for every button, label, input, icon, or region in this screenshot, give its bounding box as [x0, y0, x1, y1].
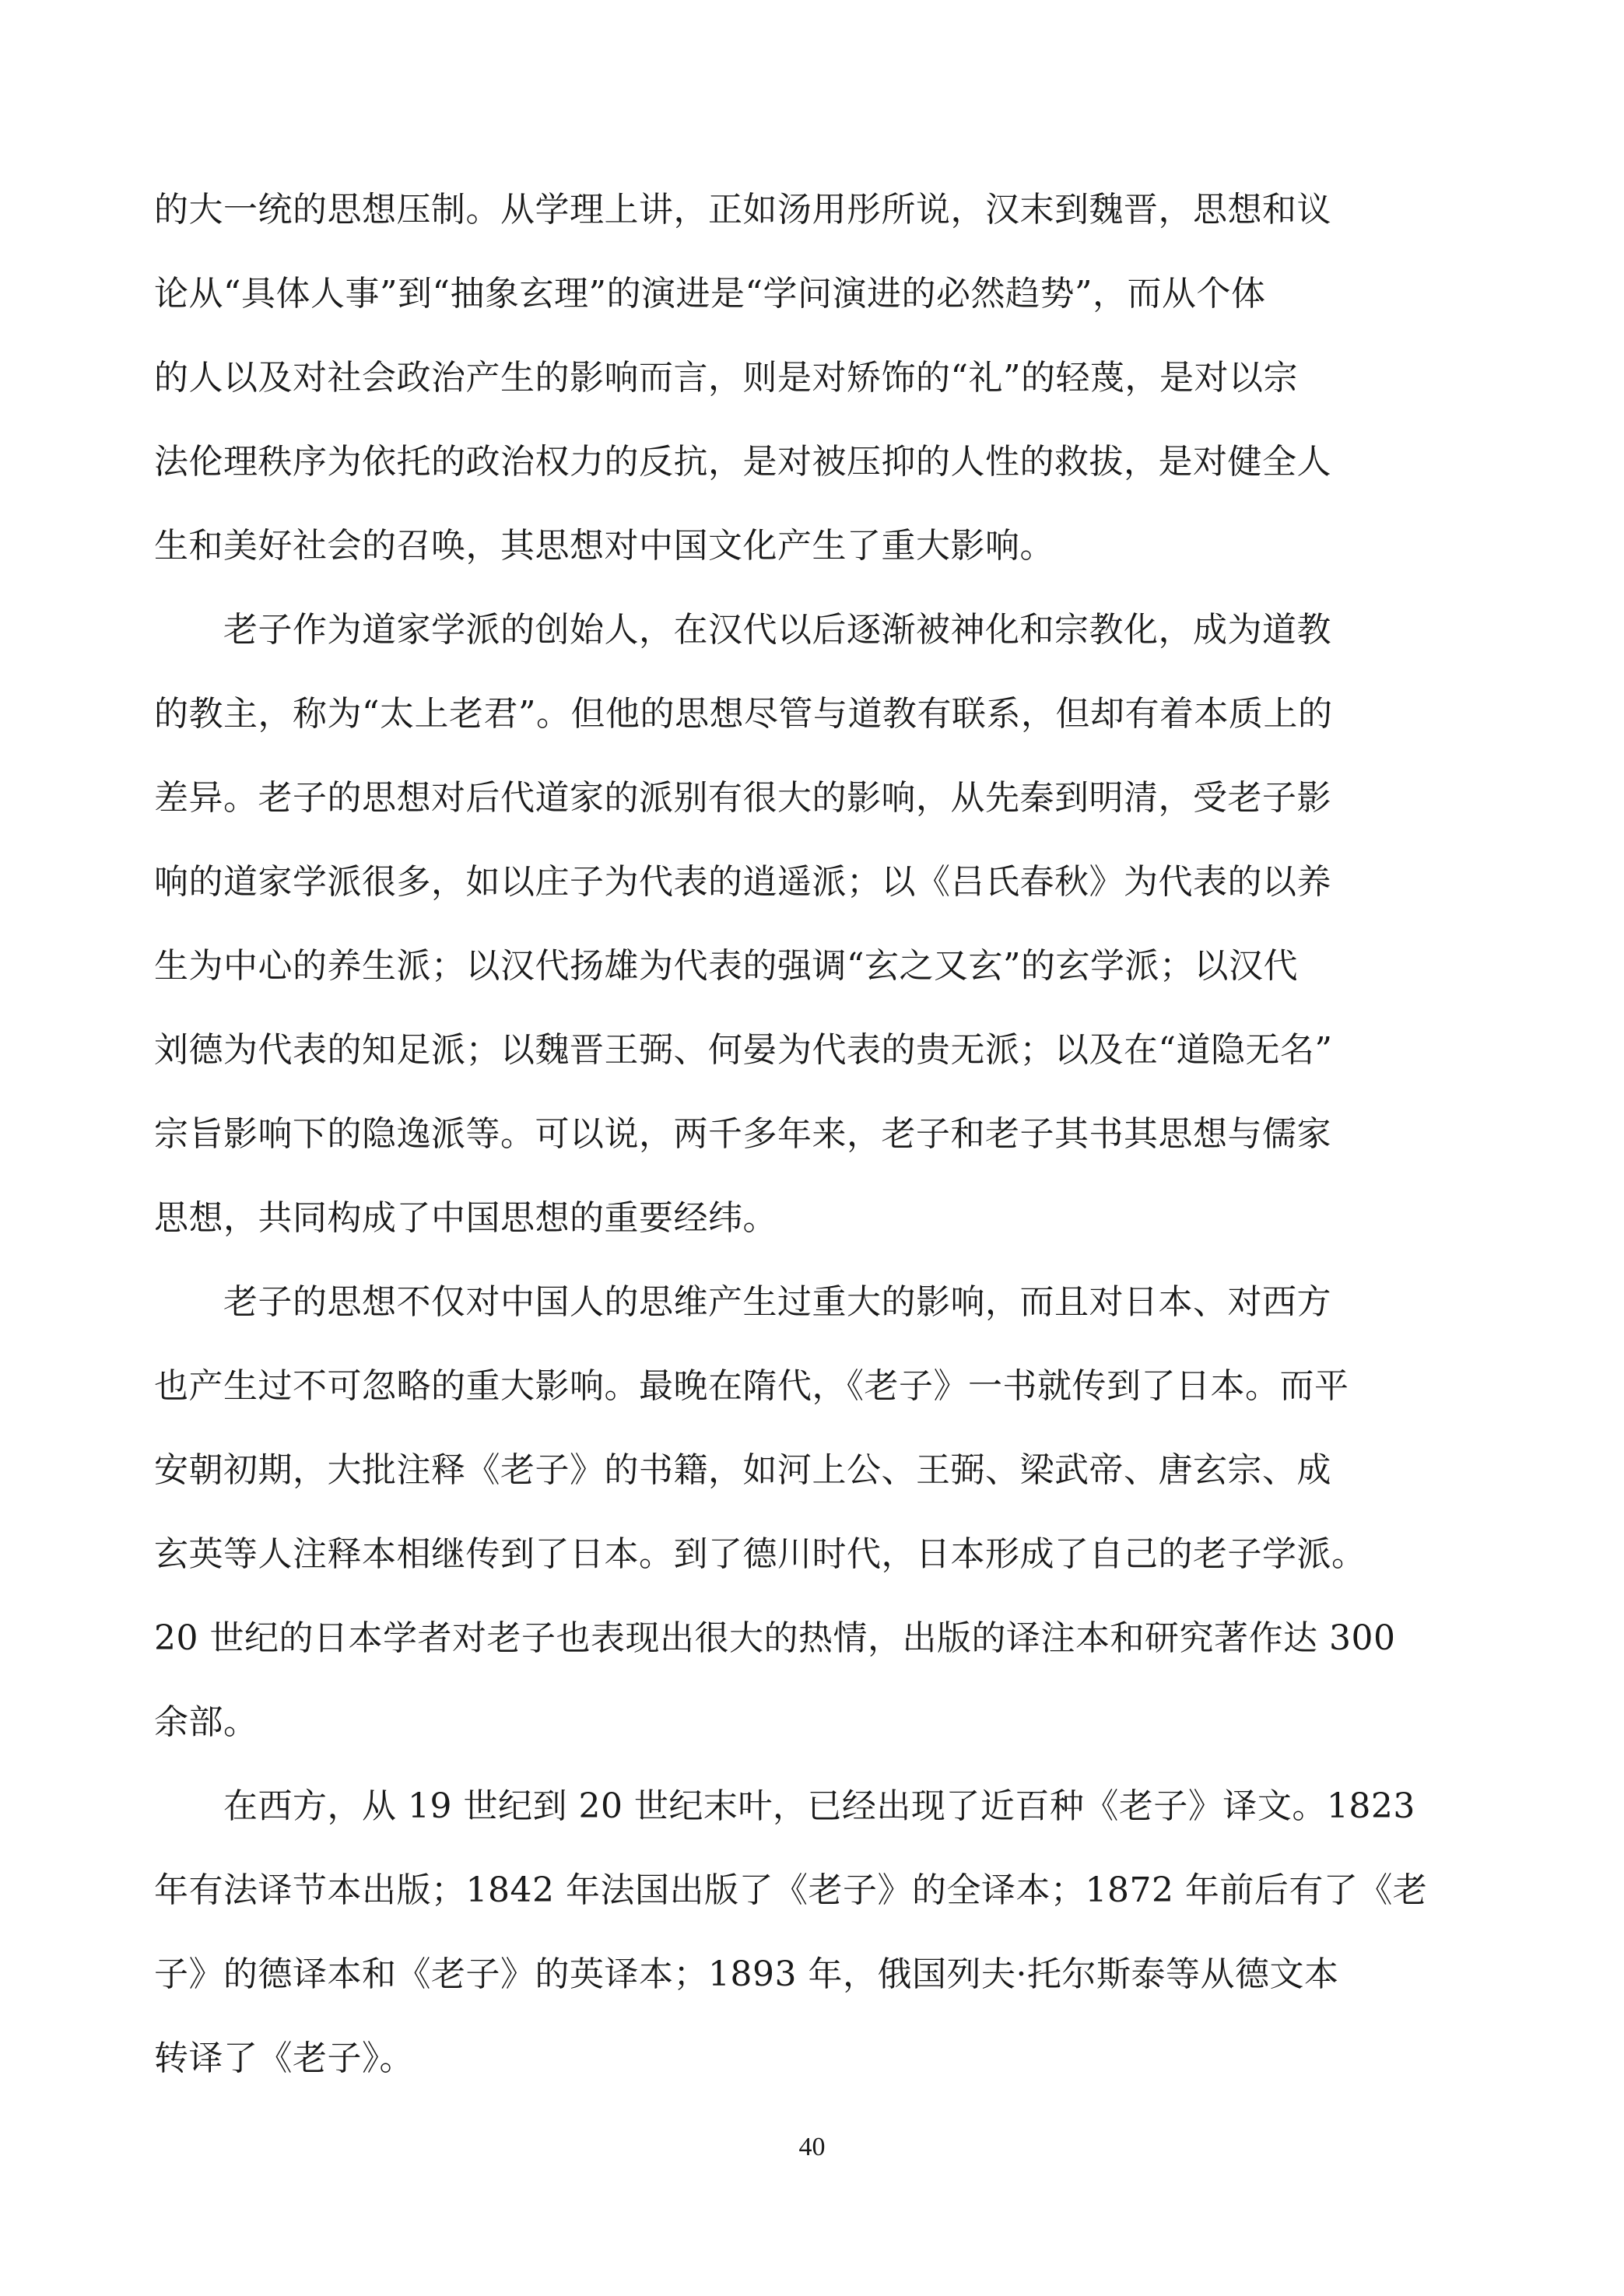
paragraph-4 [154, 1765, 1468, 2101]
text-line: 年有法译节本出版；1842 年法国出版了《老子》的全译本；1872 年前后有了《老 [154, 1870, 1428, 1910]
text-line: 也产生过不可忽略的重大影响。最晚在隋代，《老子》一书就传到了日本。而平 [154, 1366, 1349, 1406]
page-number: 40 [798, 2133, 826, 2161]
body-text [154, 168, 1468, 2101]
text-line: 响的道家学派很多，如以庄子为代表的逍遥派；以《吕氏春秋》为代表的以养 [154, 862, 1331, 902]
text-line: 老子的思想不仅对中国人的思维产生过重大的影响，而且对日本、对西方 [154, 1282, 1331, 1322]
text-line: 生为中心的养生派；以汉代扬雄为代表的强调“玄之又玄”的玄学派；以汉代 [154, 946, 1298, 986]
text-line: 的人以及对社会政治产生的影响而言，则是对矫饰的“礼”的轻蔑，是对以宗 [154, 358, 1298, 398]
text-line: 差异。老子的思想对后代道家的派别有很大的影响，从先秦到明清，受老子影 [154, 778, 1331, 818]
text-line: 玄英等人注释本相继传到了日本。到了德川时代，日本形成了自己的老子学派。 [154, 1534, 1366, 1574]
text-line: 在西方，从 19 世纪到 20 世纪末叶，已经出现了近百种《老子》译文。1823 [154, 1786, 1415, 1826]
text-line: 论从“具体人事”到“抽象玄理”的演进是“学问演进的必然趋势”，而从个体 [154, 274, 1266, 314]
text-line: 子》的德译本和《老子》的英译本；1893 年，俄国列夫·托尔斯泰等从德文本 [154, 1954, 1339, 1994]
paragraph-3 [154, 1260, 1468, 1765]
text-line: 生和美好社会的召唤，其思想对中国文化产生了重大影响。 [154, 526, 1054, 566]
paragraph-1 [154, 168, 1468, 588]
text-line: 安朝初期，大批注释《老子》的书籍，如河上公、王弼、梁武帝、唐玄宗、成 [154, 1450, 1331, 1490]
text-line: 老子作为道家学派的创始人，在汉代以后逐渐被神化和宗教化，成为道教 [154, 610, 1331, 650]
paragraph-2 [154, 588, 1468, 1260]
text-line: 20 世纪的日本学者对老子也表现出很大的热情，出版的译注本和研究著作达 300 [154, 1618, 1396, 1658]
text-line: 宗旨影响下的隐逸派等。可以说，两千多年来，老子和老子其书其思想与儒家 [154, 1114, 1331, 1154]
text-line: 余部。 [154, 1702, 258, 1742]
text-line: 转译了《老子》。 [154, 2038, 414, 2078]
text-line: 的大一统的思想压制。从学理上讲，正如汤用彤所说，汉末到魏晋，思想和议 [154, 190, 1331, 230]
text-line: 法伦理秩序为依托的政治权力的反抗，是对被压抑的人性的救拔，是对健全人 [154, 442, 1331, 482]
text-line: 思想，共同构成了中国思想的重要经纬。 [154, 1198, 777, 1238]
text-line: 的教主，称为“太上老君”。但他的思想尽管与道教有联系，但却有着本质上的 [154, 694, 1333, 734]
text-line: 刘德为代表的知足派；以魏晋王弼、何晏为代表的贵无派；以及在“道隐无名” [154, 1030, 1333, 1070]
